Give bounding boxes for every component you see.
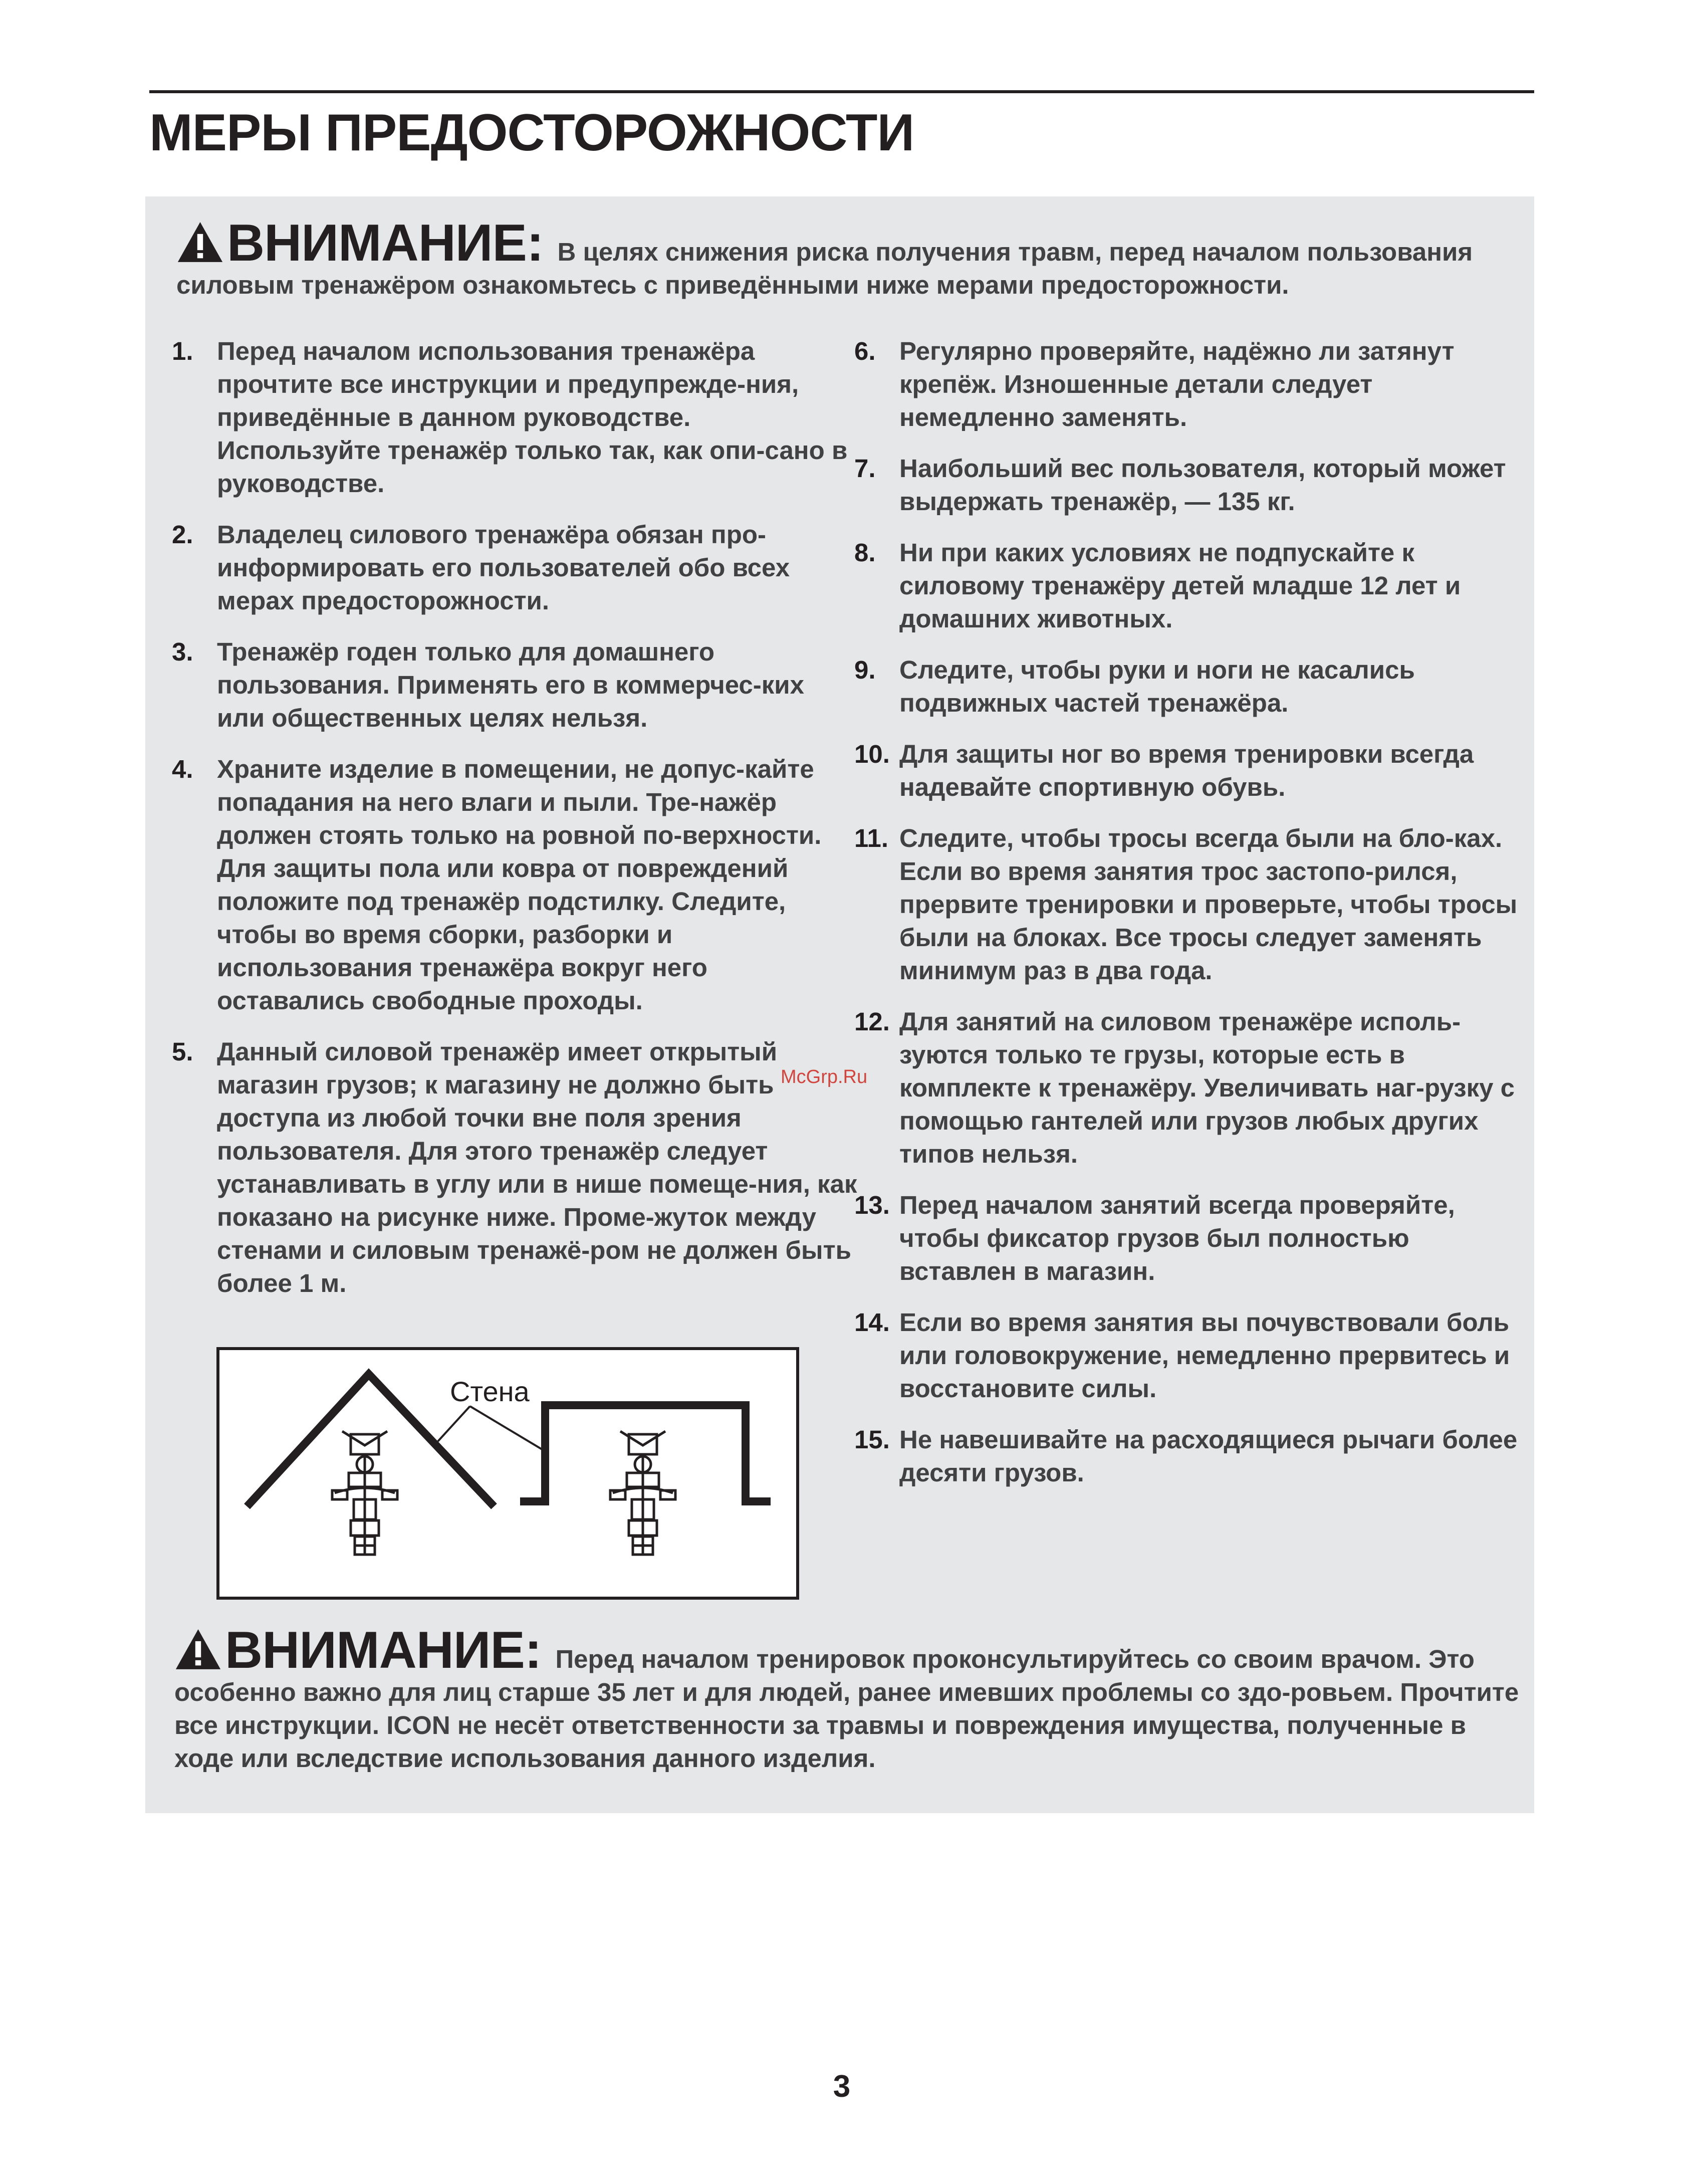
page-title: МЕРЫ ПРЕДОСТОРОЖНОСТИ — [149, 104, 914, 162]
list-item: 1. Перед началом использования тренажёра прочтите все инструкции и предупрежде-ния, приведённые в данном руководстве. Используйте тренажёр только так, как опи-сано в руководстве. — [172, 337, 848, 498]
list-item: 14. Если во время занятия вы почувствовали боль или головокружение, немедленно прервитесь и восстановите силы. — [854, 1308, 1510, 1403]
list-item: 7. Наибольший вес пользователя, который может выдержать тренажёр, — 135 кг. — [854, 454, 1506, 516]
warning-bottom-heading: ВНИМАНИЕ: — [174, 1621, 555, 1679]
warning-bottom-text: Перед началом тренировок проконсультируйтесь со своим врачом. Это особенно важно для лиц старше 35 лет и для людей, ранее имевших проблемы со здо-ровьем. Прочтите все инструкции. ICON не несёт ответственности за травмы и повреждения имущества, полученные в ходе или вследствие использования данного изделия. — [174, 1645, 1519, 1773]
top-rule — [149, 90, 1534, 93]
list-item: 6. Регулярно проверяйте, надёжно ли затянут крепёж. Изношенные детали следует немедленно заменять. — [854, 337, 1455, 431]
list-item: 11. Следите, чтобы тросы всегда были на бло-ках. Если во время занятия трос застопо-рился, прервите тренировки и проверьте, чтобы тросы были на блоках. Все тросы следует заменять минимум раз в два года. — [854, 824, 1518, 985]
list-item: 10. Для защиты ног во время тренировки всегда надевайте спортивную обувь. — [854, 740, 1474, 801]
warning-top-heading: ВНИМАНИЕ: — [176, 214, 557, 272]
list-item: 13. Перед началом занятий всегда проверяйте, чтобы фиксатор грузов был полностью вставлен в магазин. — [854, 1191, 1455, 1285]
precautions-right-column — [854, 335, 1526, 1507]
list-item: 3. Тренажёр годен только для домашнего пользования. Применять его в коммерчес-ких или общественных целях нельзя. — [172, 637, 804, 732]
warning-top-text: В целях снижения риска получения травм, перед началом пользования силовым тренажёром ознакомьтесь с приведёнными ниже мерами предосторожности. — [176, 238, 1473, 299]
warning-top — [176, 214, 1524, 302]
list-item: 15. Не навешивайте на расходящиеся рычаги более десяти грузов. — [854, 1425, 1518, 1487]
watermark: McGrp.Ru — [781, 1066, 868, 1087]
list-item: 2. Владелец силового тренажёра обязан про-информировать его пользователей обо всех мерах предосторожности. — [172, 520, 790, 615]
page-number: 3 — [833, 2069, 851, 2104]
placement-figure — [216, 1347, 799, 1600]
list-item: 8. Ни при каких условиях не подпускайте к силовому тренажёру детей младше 12 лет и домашних животных. — [854, 538, 1461, 633]
list-item: 12. Для занятий на силовом тренажёре исполь-зуются только те грузы, которые есть в комплекте к тренажёру. Увеличивать наг-рузку с помощью гантелей или грузов любых других типов нельзя. — [854, 1007, 1515, 1168]
wall-label: Стена — [450, 1376, 530, 1407]
precautions-left-column — [172, 335, 858, 1318]
warning-triangle-icon — [174, 1628, 222, 1671]
warning-triangle-icon — [176, 221, 224, 264]
list-item: 5. Данный силовой тренажёр имеет открытый магазин грузов; к магазину не должно быть доступа из любой точки вне поля зрения пользователя. Для этого тренажёр следует устанавливать в углу или в нише помеще-ния, как показано на рисунке ниже. Проме-жуток между стенами и силовым тренажё-ром не должен быть более 1 м. — [172, 1037, 857, 1297]
list-item: 9. Следите, чтобы руки и ноги не касались подвижных частей тренажёра. — [854, 656, 1415, 717]
warning-bottom — [174, 1621, 1522, 1775]
list-item: 4. Храните изделие в помещении, не допус-кайте попадания на него влаги и пыли. Тре-нажёр должен стоять только на ровной по-верхности. Для защиты пола или ковра от повреждений положите под тренажёр подстилку. Следите, чтобы во время сборки, разборки и использования тренажёра вокруг него оставались свободные проходы. — [172, 755, 822, 1015]
